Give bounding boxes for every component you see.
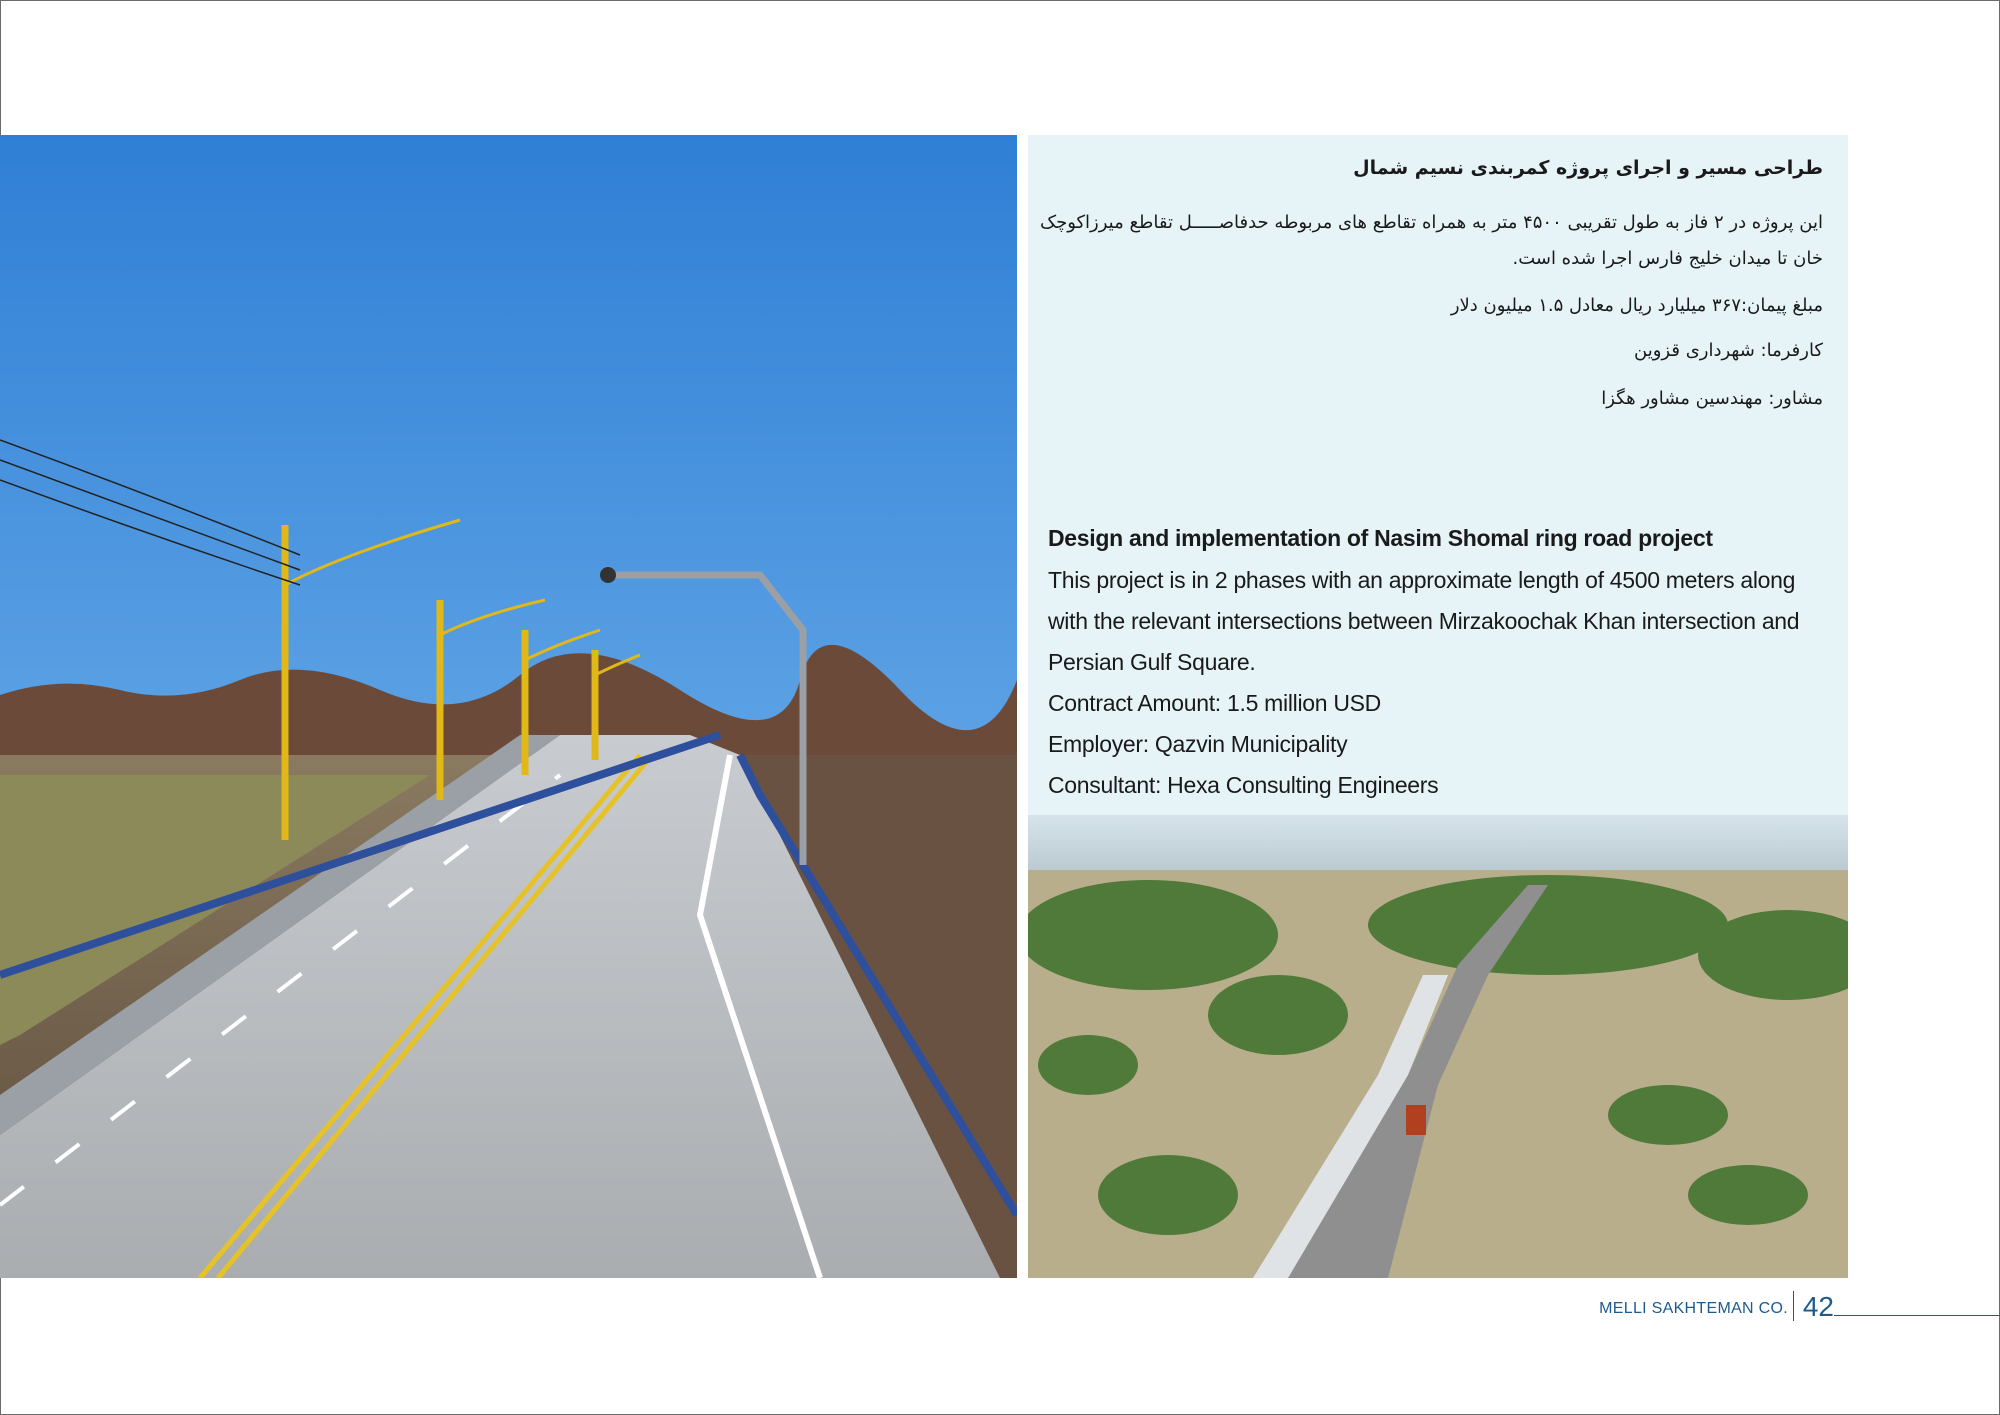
persian-description: این پروژه در ۲ فاز به طول تقریبی ۴۵۰۰ متر به همراه تقاطع های مربوطه حدفاصـــــل تقاطع میرزاکوچک خان تا میدان خلیج فارس اجرا شده است. [1039,212,1823,269]
persian-employer: کارفرما: شهرداری قزوین [1634,340,1823,361]
persian-contract-amount: مبلغ پیمان:۳۶۷ میلیارد ریال معادل ۱.۵ میلیون دلار [1450,295,1823,316]
road-photo [0,135,1017,1278]
english-description: This project is in 2 phases with an approximate length of 4500 meters along with the relevant intersections between Mirzakoochak Khan intersection and Persian Gulf Square. [1048,567,1800,675]
page-number: 42 [1802,1291,1834,1322]
persian-consultant: مشاور: مهندسین مشاور هگزا [1601,388,1823,409]
project-info-panel [1028,135,1848,815]
english-title: Design and implementation of Nasim Shomal ring road project [1048,525,1713,551]
company-name: MELLI SAKHTEMAN CO. [1599,1300,1788,1317]
english-employer: Employer: Qazvin Municipality [1048,731,1348,757]
page-footer [1560,1283,2000,1323]
english-contract-amount: Contract Amount: 1.5 million USD [1048,690,1381,716]
english-consultant: Consultant: Hexa Consulting Engineers [1048,772,1439,798]
persian-title: طراحی مسیر و اجرای پروژه کمربندی نسیم شمال [1353,157,1823,179]
aerial-photo [1028,815,1848,1278]
footer-separator [1793,1291,1794,1321]
english-body [1048,560,1838,806]
footer-rule [1834,1315,2000,1316]
